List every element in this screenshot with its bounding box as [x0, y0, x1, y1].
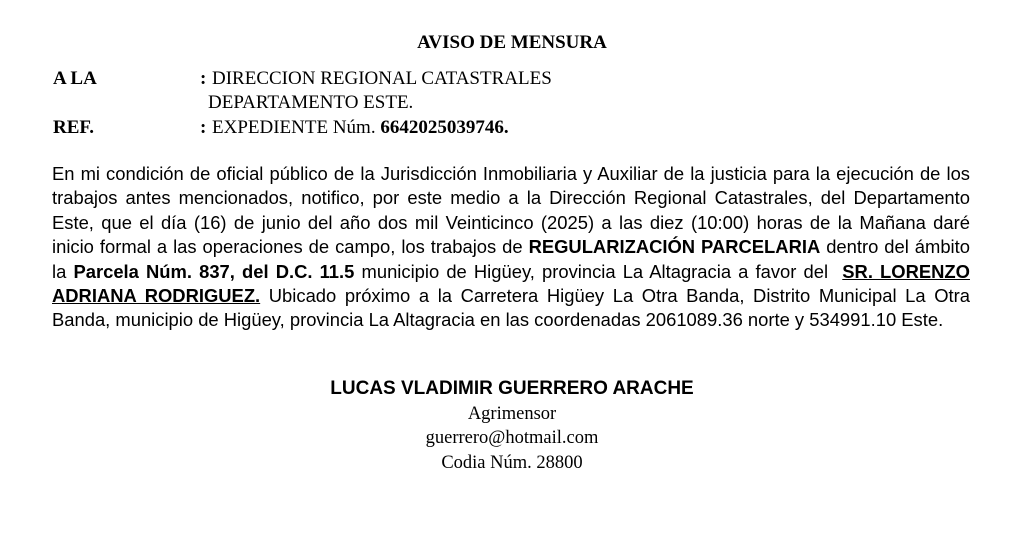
- to-line-2: DEPARTAMENTO ESTE.: [208, 92, 414, 113]
- ref-prefix: EXPEDIENTE Núm.: [212, 117, 376, 138]
- to-colon: :: [200, 68, 207, 89]
- ref-value: [212, 116, 509, 140]
- body-coordinates: Ubicado próximo a la Carretera Higüey La Otra Banda, Distrito Municipal La Otra Banda, municipio de Higüey, provincia La Altagracia en las coordenadas 2061089.36 norte y 534991.10 Este.: [52, 285, 970, 331]
- surveyor-email: guerrero@hotmail.com: [425, 428, 599, 448]
- to-label: A LA: [53, 68, 97, 89]
- surveyor-role: Agrimensor: [467, 404, 557, 424]
- body-location: municipio de Higüey, provincia La Altagracia a favor del: [361, 260, 829, 282]
- surveyor-codia: Codia Núm. 28800: [441, 453, 583, 473]
- body-intro: En mi condición de oficial público de la Jurisdicción Inmobiliaria y Auxiliar de la justicia para la ejecución de los trabajos antes mencionados, notifico, por este medio a la Dirección Regional Catastrales, del Departamento Este, que el día (16) de junio del año dos mil Veinticinco (2025) a las diez (10:00) horas de la Mañana daré inicio formal a las operaciones de campo, los trabajos de: [52, 163, 970, 258]
- notice-title: AVISO DE MENSURA: [417, 32, 607, 53]
- beneficiary-name: SR. LORENZO ADRIANA RODRIGUEZ.: [52, 260, 970, 307]
- ref-colon: :: [200, 117, 207, 138]
- notice-body: [52, 162, 970, 333]
- to-line-1: DIRECCION REGIONAL CATASTRALES: [212, 68, 552, 89]
- work-type: REGULARIZACIÓN PARCELARIA: [528, 236, 821, 258]
- body-scope: dentro del ámbito la: [52, 236, 970, 282]
- ref-number: 6642025039746.: [380, 117, 509, 138]
- parcel-id: Parcela Núm. 837, del D.C. 11.5: [73, 260, 355, 282]
- ref-label: REF.: [53, 117, 95, 138]
- surveyor-name: LUCAS VLADIMIR GUERRERO ARACHE: [330, 378, 694, 399]
